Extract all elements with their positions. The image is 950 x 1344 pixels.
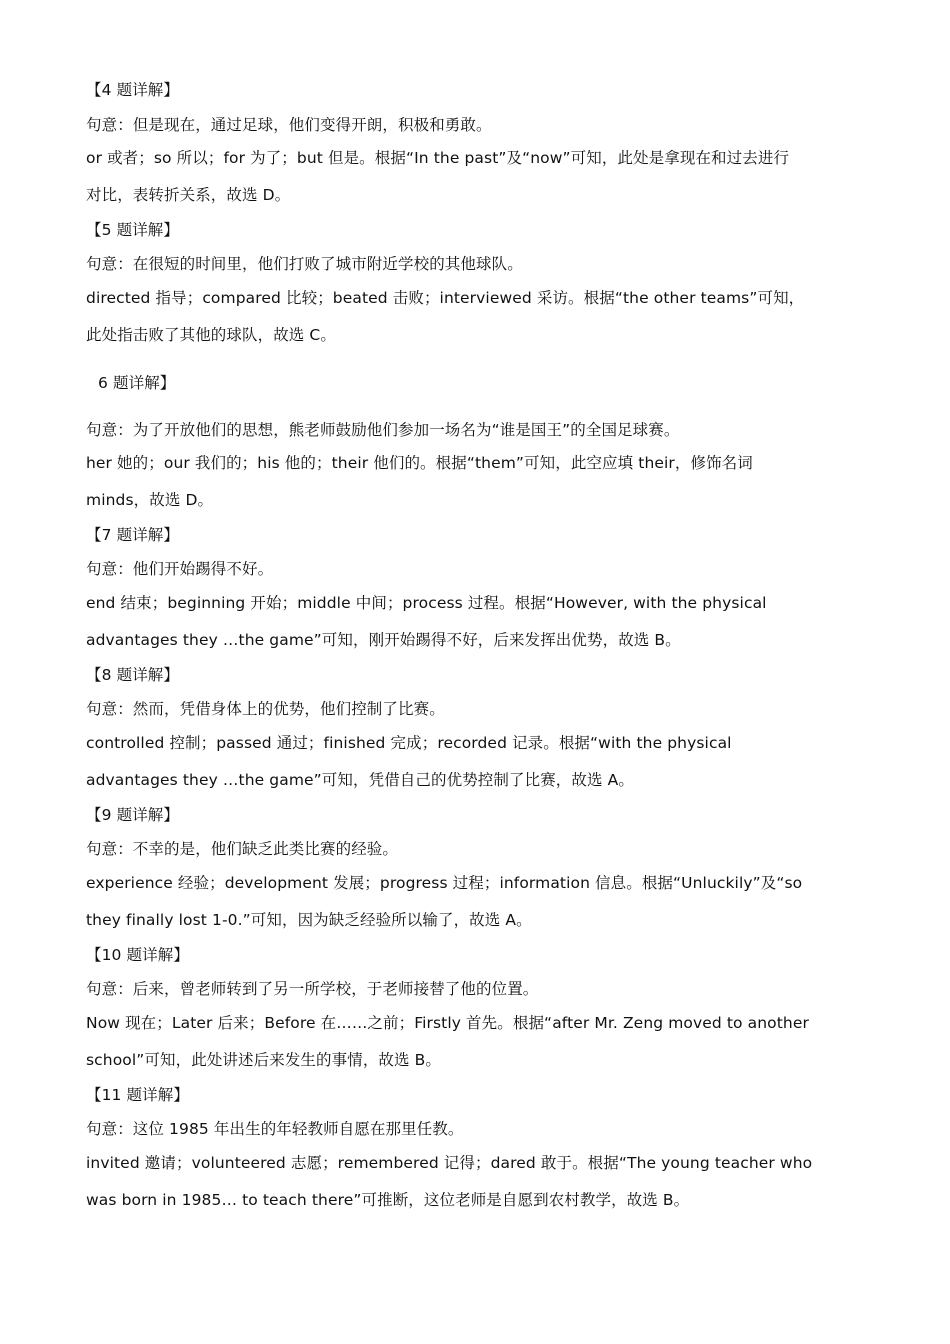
sentence-meaning: 句意：后来，曾老师转到了另一所学校，于老师接替了他的位置。 [86, 980, 539, 998]
sentence-meaning: 句意：但是现在，通过足球，他们变得开朗，积极和勇敢。 [86, 116, 492, 134]
explanation-line: her 她的；our 我们的；his 他的；their 他们的。根据“them”可知，此空应填 their，修饰名词 [86, 454, 753, 472]
section-heading: 【9 题详解】 [86, 806, 179, 824]
explanation-line: controlled 控制；passed 通过；finished 完成；recorded 记录。根据“with the physical [86, 734, 732, 752]
section-heading: 【5 题详解】 [86, 221, 179, 239]
explanation-line: advantages they …the game”可知，凭借自己的优势控制了比赛，故选 A。 [86, 771, 634, 789]
sentence-meaning: 句意：不幸的是，他们缺乏此类比赛的经验。 [86, 840, 399, 858]
section-heading: 【8 题详解】 [86, 666, 179, 684]
section-heading: 【4 题详解】 [86, 81, 179, 99]
sentence-meaning: 句意：这位 1985 年出生的年轻教师自愿在那里任教。 [86, 1120, 464, 1138]
explanation-line: was born in 1985… to teach there”可推断，这位老师是自愿到农村教学，故选 B。 [86, 1191, 690, 1209]
sentence-meaning: 句意：为了开放他们的思想，熊老师鼓励他们参加一场名为“谁是国王”的全国足球赛。 [86, 421, 680, 439]
explanation-line: or 或者；so 所以；for 为了；but 但是。根据“In the past”及“now”可知，此处是拿现在和过去进行 [86, 149, 790, 167]
explanation-line: they finally lost 1-0.”可知，因为缺乏经验所以输了，故选 A。 [86, 911, 532, 929]
section-heading: 【10 题详解】 [86, 946, 189, 964]
explanation-line: Now 现在；Later 后来；Before 在……之前；Firstly 首先。根据“after Mr. Zeng moved to another [86, 1014, 809, 1032]
explanation-line: advantages they …the game”可知，刚开始踢得不好，后来发挥出优势，故选 B。 [86, 631, 681, 649]
explanation-line: school”可知，此处讲述后来发生的事情，故选 B。 [86, 1051, 441, 1069]
sentence-meaning: 句意：在很短的时间里，他们打败了城市附近学校的其他球队。 [86, 255, 523, 273]
section-heading: 【7 题详解】 [86, 526, 179, 544]
explanation-line: directed 指导；compared 比较；beated 击败；interviewed 采访。根据“the other teams”可知， [86, 289, 805, 307]
section-heading: 【11 题详解】 [86, 1086, 189, 1104]
explanation-line: 对比，表转折关系，故选 D。 [86, 186, 291, 204]
explanation-line: invited 邀请；volunteered 志愿；remembered 记得；dared 敢于。根据“The young teacher who [86, 1154, 813, 1172]
sentence-meaning: 句意：然而，凭借身体上的优势，他们控制了比赛。 [86, 700, 445, 718]
sentence-meaning: 句意：他们开始踢得不好。 [86, 560, 274, 578]
explanation-line: 此处指击败了其他的球队，故选 C。 [86, 326, 336, 344]
explanation-line: end 结束；beginning 开始；middle 中间；process 过程。根据“However, with the physical [86, 594, 767, 612]
section-heading: 6 题详解】 [98, 374, 176, 392]
explanation-line: minds，故选 D。 [86, 491, 214, 509]
explanation-line: experience 经验；development 发展；progress 过程；information 信息。根据“Unluckily”及“so [86, 874, 803, 892]
